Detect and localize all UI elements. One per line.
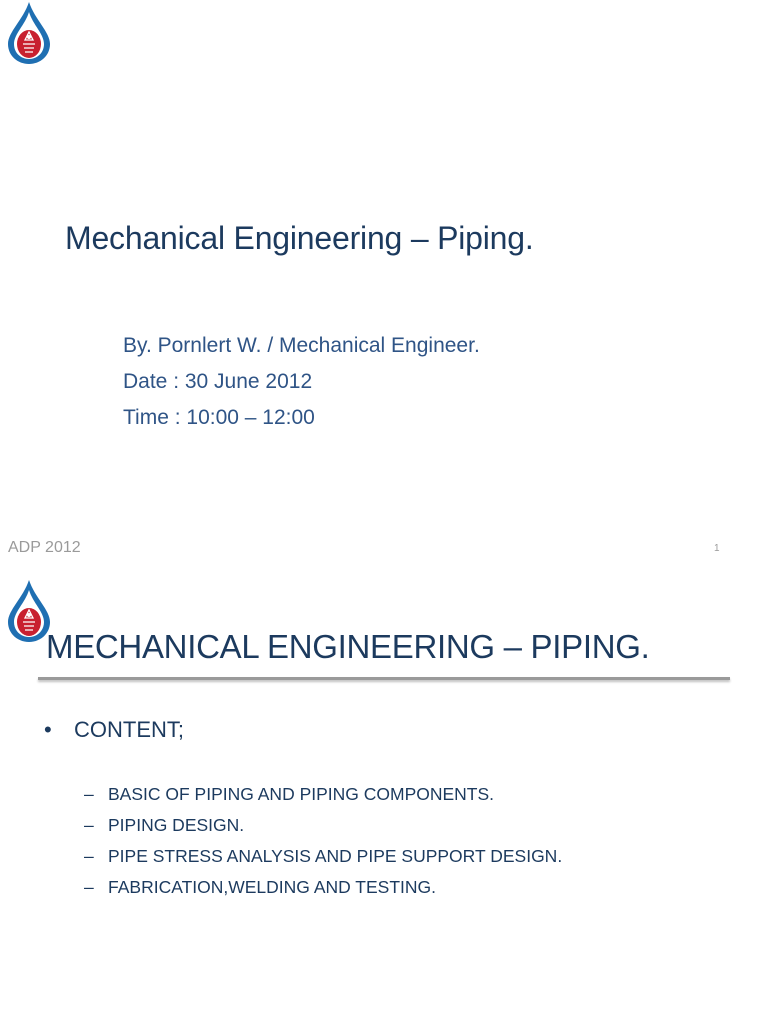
bullet-marker: • (44, 717, 52, 742)
content-heading: CONTENT; (74, 717, 184, 742)
slide-title: MECHANICAL ENGINEERING – PIPING. (46, 628, 650, 665)
time-line: Time : 10:00 – 12:00 (123, 406, 315, 429)
slide-title: Mechanical Engineering – Piping. (65, 220, 534, 256)
list-item-text: PIPING DESIGN. (108, 815, 245, 835)
list-item-text: FABRICATION,WELDING AND TESTING. (108, 877, 437, 897)
title-divider (38, 677, 730, 680)
dash-marker: – (84, 877, 94, 897)
slide-2 (0, 576, 768, 1024)
water-drop-logo-icon (4, 0, 54, 66)
footer-label: ADP 2012 (8, 539, 81, 556)
list-item-text: PIPE STRESS ANALYSIS AND PIPE SUPPORT DESIGN. (108, 846, 563, 866)
content-bullet (44, 717, 184, 743)
list-item (84, 815, 562, 846)
page-number: 1 (714, 543, 720, 554)
author-line: By. Pornlert W. / Mechanical Engineer. (123, 334, 480, 357)
dash-marker: – (84, 784, 94, 804)
dash-marker: – (84, 846, 94, 866)
content-list (84, 784, 562, 908)
list-item-text: BASIC OF PIPING AND PIPING COMPONENTS. (108, 784, 495, 804)
date-line: Date : 30 June 2012 (123, 370, 313, 393)
list-item (84, 877, 562, 908)
list-item (84, 784, 562, 815)
list-item (84, 846, 562, 877)
dash-marker: – (84, 815, 94, 835)
